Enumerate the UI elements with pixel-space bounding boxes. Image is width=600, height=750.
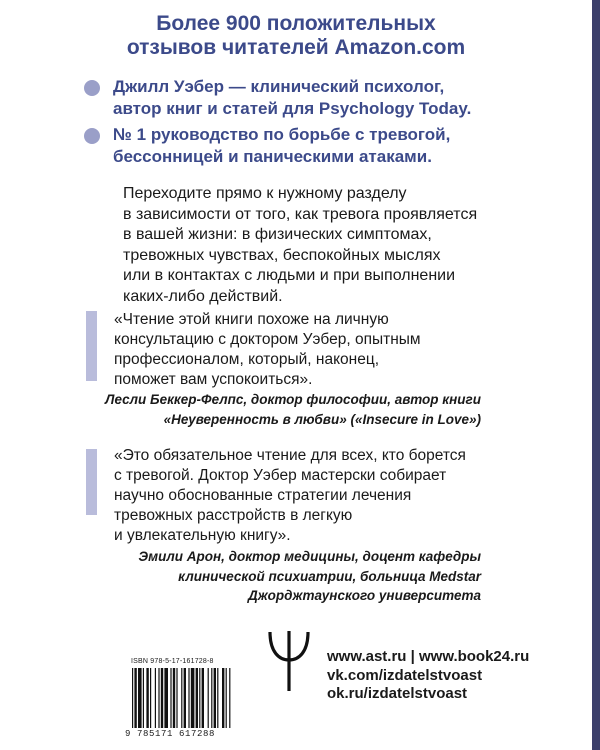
publisher-contacts [327, 648, 529, 704]
attribution-line: клинической психиатрии, больница Medstar [178, 568, 481, 584]
quote-line: поможет вам успокоиться». [114, 371, 313, 388]
headline [0, 12, 592, 60]
quote-line: тревожных расстройств в легкую [114, 507, 353, 524]
bullet-text [113, 76, 471, 120]
quote-attribution [105, 390, 481, 429]
description-line: в зависимости от того, как тревога проявляется [123, 205, 478, 223]
description-line: или в контактах с людьми и при выполнении [123, 267, 456, 284]
quote-text [114, 310, 421, 390]
quote-line: профессионалом, который, наконец, [114, 351, 380, 368]
description-line: каких-либо действий. [123, 287, 283, 305]
isbn-digits: 9 785171 617288 [125, 729, 216, 739]
description-paragraph [123, 184, 477, 307]
spine-edge [592, 0, 600, 750]
headline-line-2: отзывов читателей Amazon.com [126, 36, 466, 59]
quote-line: научно обоснованные стратегии лечения [114, 487, 412, 504]
description-line: тревожных чувствах, беспокойных мыслях [123, 246, 441, 264]
circle-bullet-icon [84, 80, 100, 96]
bullet-line: бессонницей и паническими атаками. [113, 147, 432, 166]
quote-line: с тревогой. Доктор Уэбер мастерски собирает [114, 467, 447, 484]
contact-line-websites[interactable]: www.ast.ru | www.book24.ru [327, 648, 530, 665]
attribution-line: Джорджтаунского университета [247, 588, 481, 603]
contact-line-vk[interactable]: vk.com/izdatelstvoast [327, 666, 483, 684]
quote-text [114, 446, 466, 546]
quote-bar [86, 311, 97, 381]
attribution-line: Лесли Беккер-Фелпс, доктор философии, автор книги [105, 392, 481, 407]
isbn-label: ISBN 978-5-17-161728-8 [131, 658, 214, 665]
attribution-line: Эмили Арон, доктор медицины, доцент кафедры [138, 549, 481, 564]
quote-line: консультацию с доктором Уэбер, опытным [114, 331, 421, 348]
quote-attribution [138, 547, 481, 606]
headline-line-1: Более 900 положительных [156, 12, 436, 35]
quote-bar [86, 449, 97, 515]
barcode-icon [132, 668, 258, 728]
description-line: Переходите прямо к нужному разделу [123, 185, 407, 202]
bullet-line: Джилл Уэбер — клинический психолог, [113, 77, 445, 96]
quote-line: «Это обязательное чтение для всех, кто борется [114, 447, 466, 464]
bullet-text [113, 124, 450, 168]
circle-bullet-icon [84, 128, 100, 144]
quote-line: «Чтение этой книги похоже на личную [114, 311, 389, 328]
attribution-line: «Неуверенность в любви» («Insecure in Love») [163, 411, 481, 427]
quote-line: и увлекательную книгу». [114, 527, 291, 544]
bullet-line: № 1 руководство по борьбе с тревогой, [113, 125, 451, 144]
psi-logo-icon [267, 630, 311, 692]
bullet-line: автор книг и статей для Psychology Today. [113, 99, 472, 118]
description-line: в вашей жизни: в физических симптомах, [123, 226, 432, 243]
contact-line-ok[interactable]: ok.ru/izdatelstvoast [327, 685, 468, 702]
